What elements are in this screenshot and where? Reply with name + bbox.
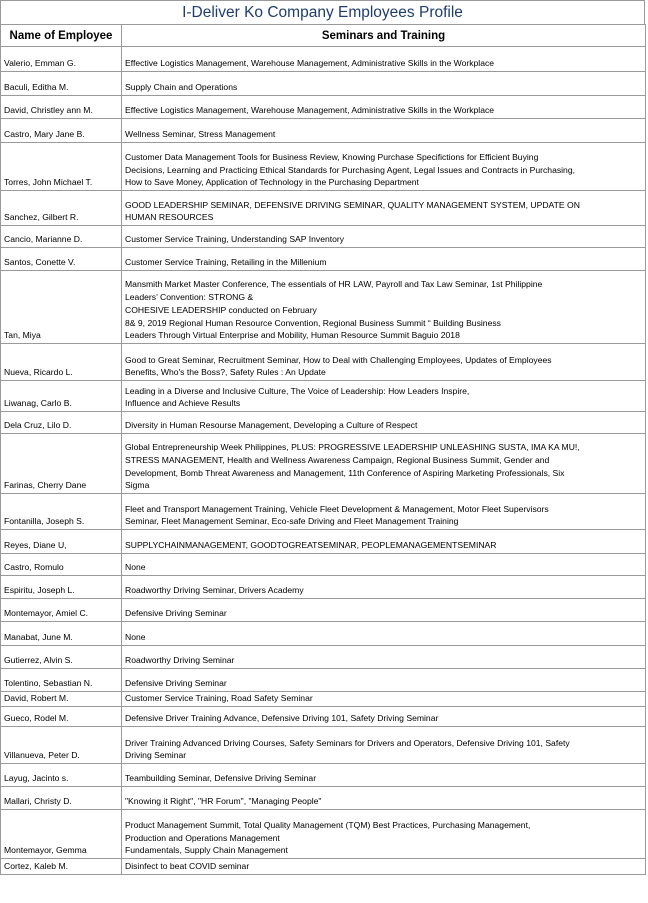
employee-name: Reyes, Diane U, (1, 530, 122, 554)
table-row (1, 727, 646, 764)
employee-name: Gueco, Rodel M. (1, 707, 122, 727)
employee-name: Nueva, Ricardo L. (1, 344, 122, 381)
employee-seminars: Global Entrepreneurship Week Philippines, PLUS: PROGRESSIVE LEADERSHIP UNLEASHING SUSTA, IMA KA MU!, STRESS MANAGEMENT, Health and Wellness Awareness Campaign, Regional Business Summit, Gender and Development, Bomb Threat Awareness and Management, 11th Conference of Aspiring Marketing Professionals, Six Sigma (122, 434, 646, 494)
table-row (1, 707, 646, 727)
employee-name: Manabat, June M. (1, 622, 122, 646)
employee-name: Montemayor, Amiel C. (1, 599, 122, 622)
table-row (1, 143, 646, 191)
employee-name: Villanueva, Peter D. (1, 727, 122, 764)
employee-seminars: Disinfect to beat COVID seminar (122, 859, 646, 875)
employee-seminars: Supply Chain and Operations (122, 72, 646, 96)
employee-name: Valerio, Emman G. (1, 47, 122, 72)
table-row (1, 494, 646, 530)
employee-seminars: Defensive Driver Training Advance, Defensive Driving 101, Safety Driving Seminar (122, 707, 646, 727)
employee-name: Torres, John Michael T. (1, 143, 122, 191)
employee-seminars: Leading in a Diverse and Inclusive Culture, The Voice of Leadership: How Leaders Inspire, Influence and Achieve Results (122, 381, 646, 412)
employee-seminars: GOOD LEADERSHIP SEMINAR, DEFENSIVE DRIVING SEMINAR, QUALITY MANAGEMENT SYSTEM, UPDATE ON HUMAN RESOURCES (122, 191, 646, 226)
table-row (1, 599, 646, 622)
employee-name: Espiritu, Joseph L. (1, 576, 122, 599)
table-row (1, 554, 646, 576)
employee-name: Mallari, Christy D. (1, 787, 122, 810)
employee-seminars: SUPPLYCHAINMANAGEMENT, GOODTOGREATSEMINAR, PEOPLEMANAGEMENTSEMINAR (122, 530, 646, 554)
table-row (1, 47, 646, 72)
employee-name: David, Robert M. (1, 692, 122, 707)
employee-seminars: Diversity in Human Resourse Management, Developing a Culture of Respect (122, 412, 646, 434)
table-row (1, 412, 646, 434)
header-name: Name of Employee (1, 25, 122, 47)
employee-name: Cancio, Marianne D. (1, 226, 122, 248)
employee-rows (1, 47, 646, 875)
employee-name: Montemayor, Gemma (1, 810, 122, 859)
table-row (1, 622, 646, 646)
employee-name: David, Christley ann M. (1, 96, 122, 119)
employee-name: Baculi, Editha M. (1, 72, 122, 96)
employee-name: Tan, Miya (1, 271, 122, 344)
employee-table (0, 24, 646, 875)
employee-seminars: Good to Great Seminar, Recruitment Seminar, How to Deal with Challenging Employees, Updates of Employees Benefits, Who's the Boss?, Safety Rules : An Update (122, 344, 646, 381)
employee-seminars: Customer Service Training, Road Safety Seminar (122, 692, 646, 707)
table-row (1, 764, 646, 787)
table-row (1, 810, 646, 859)
employee-seminars: Customer Data Management Tools for Business Review, Knowing Purchase Specifictions for Efficient Buying Decisions, Learning and Practicing Ethical Standards for Purchasing Agent, Legal Issues and Contracts in Purchasing, How to Save Money, Application of Technology in the Purchasing Department (122, 143, 646, 191)
table-row (1, 859, 646, 875)
header-seminars: Seminars and Training (122, 25, 646, 47)
table-row (1, 787, 646, 810)
employee-seminars: Driver Training Advanced Driving Courses, Safety Seminars for Drivers and Operators, Defensive Driving 101, Safety Driving Seminar (122, 727, 646, 764)
employee-name: Santos, Conette V. (1, 248, 122, 271)
employee-name: Castro, Romulo (1, 554, 122, 576)
employee-name: Dela Cruz, Lilo D. (1, 412, 122, 434)
table-row (1, 576, 646, 599)
employee-name: Castro, Mary Jane B. (1, 119, 122, 143)
header-row (1, 25, 646, 47)
table-row (1, 96, 646, 119)
table-row (1, 434, 646, 494)
employee-seminars: None (122, 622, 646, 646)
employee-name: Tolentino, Sebastian N. (1, 669, 122, 692)
table-row (1, 119, 646, 143)
employee-name: Fontanilla, Joseph S. (1, 494, 122, 530)
employee-name: Farinas, Cherry Dane (1, 434, 122, 494)
table-row (1, 669, 646, 692)
employee-name: Liwanag, Carlo B. (1, 381, 122, 412)
table-row (1, 72, 646, 96)
table-row (1, 226, 646, 248)
table-row (1, 530, 646, 554)
table-row (1, 646, 646, 669)
employee-seminars: Mansmith Market Master Conference, The essentials of HR LAW, Payroll and Tax Law Seminar, 1st Philippine Leaders’ Convention: STRONG & COHESIVE LEADERSHIP conducted on February 8& 9, 2019 Regional Human Resource Convention, Regional Business Summit “ Building Business Leaders Through Virtual Enterprise and Mobility, Human Resource Summit Baguio 2018 (122, 271, 646, 344)
employee-name: Gutierrez, Alvin S. (1, 646, 122, 669)
employee-seminars: Effective Logistics Management, Warehouse Management, Administrative Skills in the Workplace (122, 96, 646, 119)
employee-seminars: Fleet and Transport Management Training, Vehicle Fleet Development & Management, Motor Fleet Supervisors Seminar, Fleet Management Seminar, Eco-safe Driving and Fleet Management Training (122, 494, 646, 530)
employee-seminars: "Knowing it Right", "HR Forum", "Managing People" (122, 787, 646, 810)
employee-seminars: Defensive Driving Seminar (122, 599, 646, 622)
table-row (1, 381, 646, 412)
employee-seminars: Roadworthy Driving Seminar (122, 646, 646, 669)
employee-name: Sanchez, Gilbert R. (1, 191, 122, 226)
employee-seminars: Effective Logistics Management, Warehouse Management, Administrative Skills in the Workplace (122, 47, 646, 72)
employee-name: Cortez, Kaleb M. (1, 859, 122, 875)
employee-seminars: Defensive Driving Seminar (122, 669, 646, 692)
table-row (1, 692, 646, 707)
employee-name: Layug, Jacinto s. (1, 764, 122, 787)
employee-seminars: Wellness Seminar, Stress Management (122, 119, 646, 143)
employee-seminars: Customer Service Training, Understanding SAP Inventory (122, 226, 646, 248)
table-row (1, 271, 646, 344)
table-row (1, 344, 646, 381)
table-row (1, 248, 646, 271)
employee-seminars: Product Management Summit, Total Quality Management (TQM) Best Practices, Purchasing Management, Production and Operations Management Fundamentals, Supply Chain Management (122, 810, 646, 859)
employee-seminars: None (122, 554, 646, 576)
employee-seminars: Roadworthy Driving Seminar, Drivers Academy (122, 576, 646, 599)
table-row (1, 191, 646, 226)
employee-seminars: Teambuilding Seminar, Defensive Driving Seminar (122, 764, 646, 787)
employee-seminars: Customer Service Training, Retailing in the Millenium (122, 248, 646, 271)
sheet-title: I-Deliver Ko Company Employees Profile (0, 0, 645, 25)
